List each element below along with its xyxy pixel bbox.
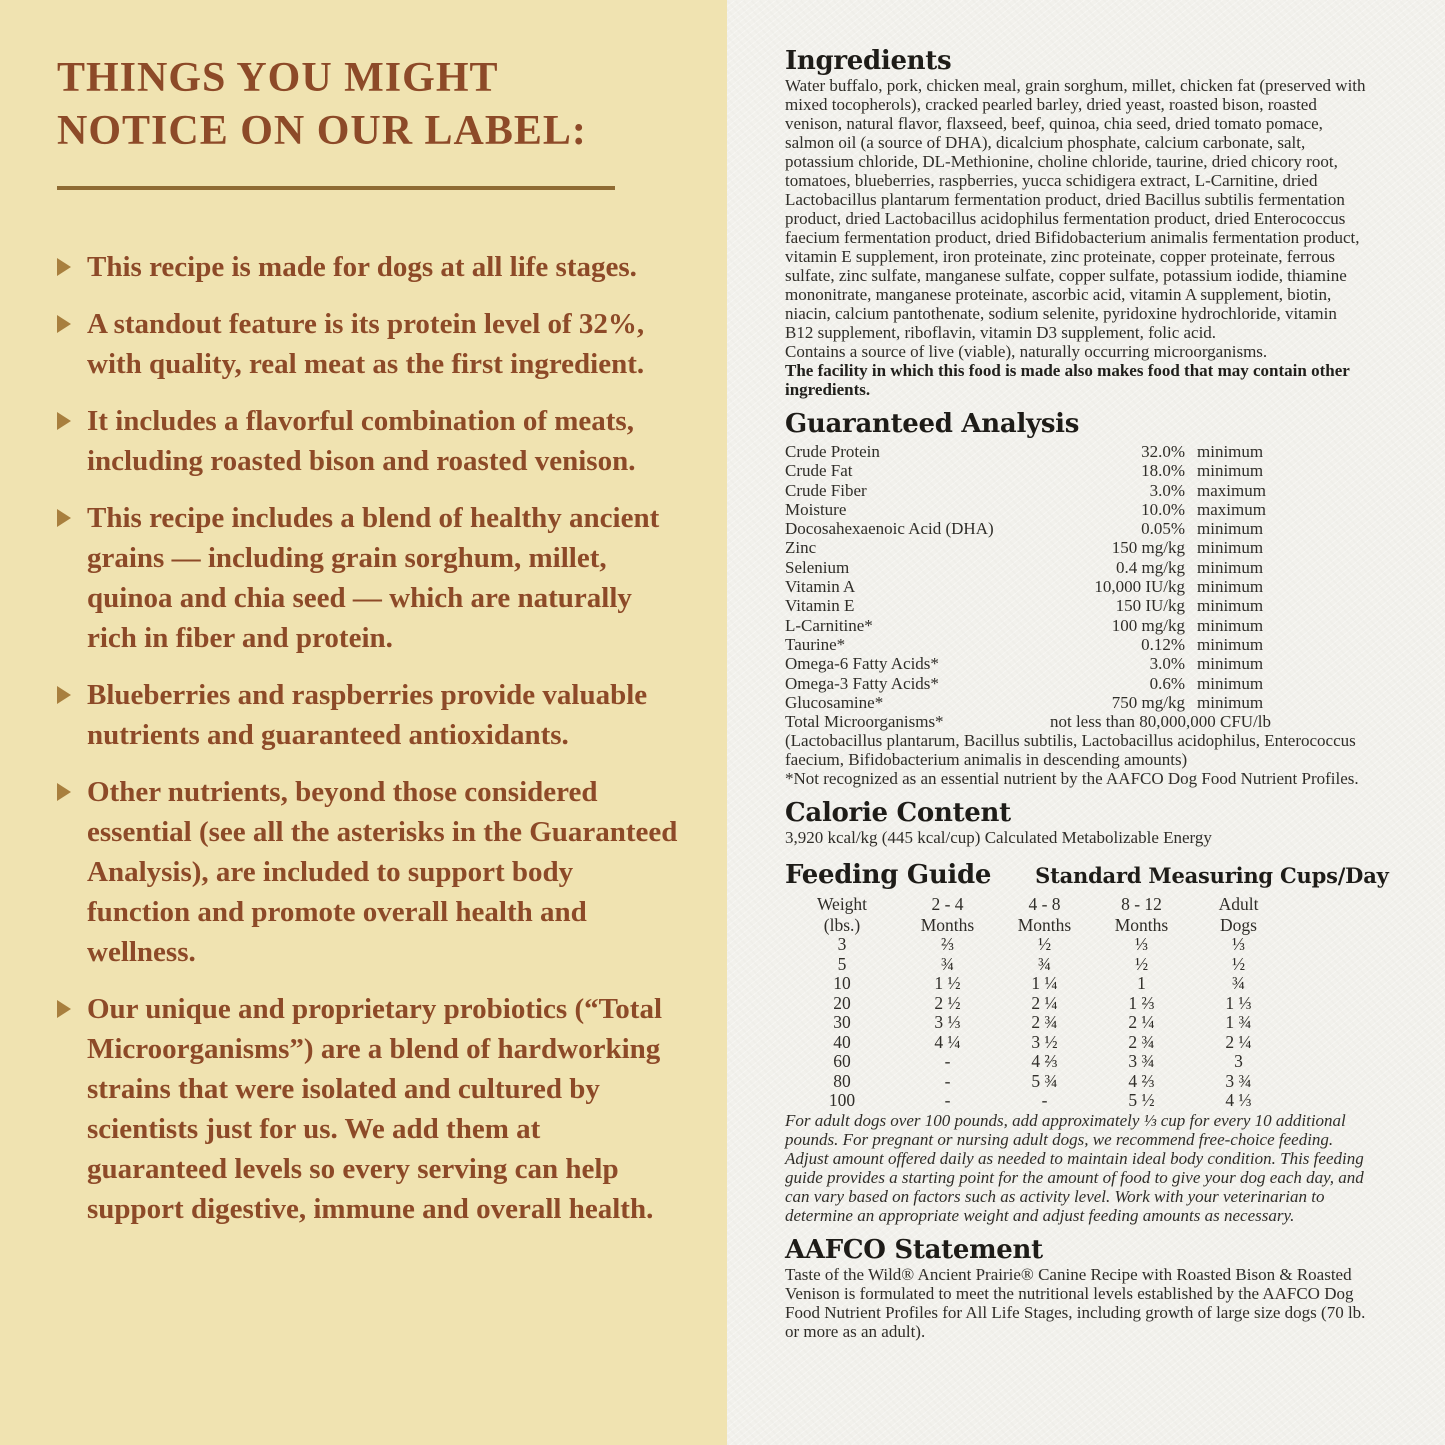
table-row	[785, 935, 1287, 955]
bullet-triangle-icon	[57, 686, 71, 704]
nutrient-label: Zinc	[785, 538, 817, 558]
cell: 2 ¾	[1128, 1031, 1155, 1052]
ingredients-heading: Ingredients	[785, 46, 952, 76]
calorie-content-section	[785, 798, 1395, 847]
list-item	[57, 675, 682, 755]
bullet-triangle-icon	[57, 315, 71, 333]
nutrient-qualifier: minimum	[1197, 538, 1264, 558]
cell: ½	[1231, 953, 1246, 974]
nutrient-value: 0.05%	[1141, 519, 1185, 539]
nutrient-label: Crude Fat	[785, 461, 853, 481]
cell: 1 ⅔	[1128, 992, 1155, 1013]
cell: 4 ¼	[934, 1031, 961, 1052]
ingredients-body: Water buffalo, pork, chicken meal, grain sorghum, millet, chicken fat (preserved with mixed tocopherols), cracked pearled barley, dried yeast, roasted bison, roasted venison, natural flavor, flaxseed, beef, quinoa, chia seed, dried tomato pomace, salmon oil (a source of DHA), dicalcium phosphate, calcium carbonate, salt, potassium chloride, DL-Methionine, choline chloride, taurine, dried chicory root, tomatoes, blueberries, raspberries, yucca schidigera extract, L-Carnitine, dried Lactobacillus plantarum fermentation product, dried Bacillus subtilis fermentation product, dried Lactobacillus acidophilus fermentation product, dried Enterococcus faecium fermentation product, dried Bifidobacterium animalis fermentation product, vitamin E supplement, iron proteinate, zinc proteinate, copper proteinate, ferrous sulfate, zinc sulfate, manganese sulfate, copper sulfate, potassium iodide, thiamine mononitrate, manganese proteinate, ascorbic acid, vitamin A supplement, biotin, niacin, calcium pantothenate, sodium selenite, pyridoxine hydrochloride, vitamin B12 supplement, riboflavin, vitamin D3 supplement, folic acid.	[785, 76, 1366, 342]
list-item	[57, 989, 682, 1229]
page-title-line2: NOTICE ON OUR LABEL:	[57, 108, 587, 154]
column-header-adult-dogs: Adult Dogs	[1218, 894, 1259, 935]
table-row	[785, 1072, 1287, 1092]
nutrient-qualifier: minimum	[1197, 673, 1264, 693]
table-row	[785, 481, 1271, 500]
nutrient-qualifier: minimum	[1197, 577, 1264, 597]
calorie-content-body: 3,920 kcal/kg (445 kcal/cup) Calculated Metabolizable Energy	[785, 828, 1212, 848]
column-header-weight: Weight (lbs.)	[816, 894, 868, 935]
nutrient-value: 3.0%	[1149, 480, 1185, 500]
cell: 1 ½	[934, 973, 961, 994]
cell: 2 ¼	[1031, 992, 1058, 1013]
nutrient-label: Crude Protein	[785, 442, 880, 461]
bullet-text: It includes a flavorful combination of meats, including roasted bison and roasted venison.	[87, 405, 636, 477]
calorie-content-heading: Calorie Content	[785, 798, 1011, 829]
nutrient-value: 0.12%	[1141, 634, 1185, 654]
aafco-statement-section	[785, 1235, 1395, 1341]
nutrient-qualifier: maximum	[1197, 480, 1266, 500]
bullet-triangle-icon	[57, 1000, 71, 1018]
cell: ½	[1037, 934, 1052, 955]
bullet-text: This recipe includes a blend of healthy ancient grains — including grain sorghum, millet, quinoa and chia seed — which are naturally rich in fiber and protein.	[87, 502, 660, 654]
cell: ¾	[1037, 953, 1052, 974]
nutrient-value: 32.0%	[1141, 442, 1185, 461]
cell: 2 ¼	[1128, 1012, 1155, 1033]
cell: -	[944, 1090, 951, 1111]
nutrient-qualifier: minimum	[1197, 634, 1264, 654]
ga-note-asterisk: *Not recognized as an essential nutrient by the AAFCO Dog Food Nutrient Profiles.	[785, 769, 1359, 789]
table-row	[785, 674, 1271, 693]
cell: 20	[833, 992, 851, 1013]
cell: 60	[833, 1051, 851, 1072]
nutrient-label: Crude Fiber	[785, 480, 867, 500]
table-row	[785, 994, 1287, 1014]
cell: 2 ¾	[1031, 1012, 1058, 1033]
table-row	[785, 538, 1271, 557]
cell: ¾	[940, 953, 955, 974]
list-item	[57, 498, 682, 658]
cell: -	[1041, 1090, 1048, 1111]
table-row	[785, 1052, 1287, 1072]
column-header-8-12-months: 8 - 12 Months	[1114, 894, 1169, 935]
feeding-guide-header-row	[785, 894, 1287, 935]
feeding-guide-subheading: Standard Measuring Cups/Day	[1035, 863, 1389, 889]
guaranteed-analysis-table	[785, 442, 1271, 731]
nutrient-value: 150 mg/kg	[1111, 538, 1185, 558]
guaranteed-analysis-heading: Guaranteed Analysis	[785, 409, 1080, 439]
table-row	[785, 500, 1271, 519]
nutrient-label: Omega-3 Fatty Acids*	[785, 673, 939, 693]
nutrient-qualifier: minimum	[1197, 615, 1264, 635]
cell: 5 ¾	[1031, 1070, 1058, 1091]
nutrient-value: not less than 80,000,000 CFU/lb	[1049, 712, 1271, 732]
nutrient-qualifier: minimum	[1197, 519, 1264, 539]
nutrient-qualifier: minimum	[1197, 692, 1264, 712]
cell: 5	[837, 953, 847, 974]
nutrient-label: L-Carnitine*	[785, 615, 873, 635]
feeding-guide-header	[785, 860, 1395, 890]
list-item	[57, 772, 682, 972]
cell: ½	[1134, 953, 1149, 974]
cell: -	[944, 1070, 951, 1091]
list-item	[57, 304, 682, 384]
nutrient-value: 10.0%	[1141, 499, 1185, 519]
title-divider	[57, 186, 615, 190]
guaranteed-analysis-section	[785, 409, 1395, 788]
nutrient-value: 0.6%	[1149, 673, 1185, 693]
nutrient-label: Total Microorganisms*	[785, 712, 944, 732]
bullet-text: Other nutrients, beyond those considered essential (see all the asterisks in the Guaranteed Analysis), are included to support body function and promote overall health and wellness.	[87, 776, 678, 968]
table-row	[785, 596, 1271, 615]
nutrient-label: Docosahexaenoic Acid (DHA)	[785, 519, 994, 539]
column-header-2-4-months: 2 - 4 Months	[920, 894, 975, 935]
nutrient-value: 3.0%	[1149, 654, 1185, 674]
bullet-text: This recipe is made for dogs at all life stages.	[87, 251, 637, 283]
list-item	[57, 401, 682, 481]
cell: ⅓	[1134, 934, 1149, 955]
page-title-line1: THINGS YOU MIGHT	[57, 55, 499, 101]
nutrient-qualifier: minimum	[1197, 461, 1264, 481]
cell: 3	[837, 934, 847, 955]
cell: 4 ⅓	[1225, 1090, 1252, 1111]
cell: 100	[828, 1090, 856, 1111]
table-row-total-microorganisms	[785, 712, 1271, 731]
table-row	[785, 558, 1271, 577]
notice-list	[57, 247, 682, 1229]
list-item	[57, 247, 682, 287]
table-row	[785, 519, 1271, 538]
column-header-4-8-months: 4 - 8 Months	[1017, 894, 1072, 935]
nutrient-label: Moisture	[785, 499, 847, 519]
cell: 1 ¾	[1225, 1012, 1252, 1033]
bullet-triangle-icon	[57, 509, 71, 527]
cell: 2 ¼	[1225, 1031, 1252, 1052]
nutrient-label: Glucosamine*	[785, 692, 884, 712]
table-row	[785, 577, 1271, 596]
cell: ⅔	[940, 934, 955, 955]
nutrient-label: Vitamin E	[785, 596, 855, 616]
nutrient-value: 100 mg/kg	[1111, 615, 1185, 635]
table-row	[785, 693, 1271, 712]
nutrient-label: Vitamin A	[785, 577, 856, 597]
right-panel	[727, 0, 1445, 1445]
cell: 3 ½	[1031, 1031, 1058, 1052]
cell: 1 ¼	[1031, 973, 1058, 994]
cell: 3 ¾	[1128, 1051, 1155, 1072]
cell: 5 ½	[1128, 1090, 1155, 1111]
feeding-guide-section	[785, 860, 1395, 1225]
nutrient-label: Omega-6 Fatty Acids*	[785, 654, 939, 674]
nutrient-qualifier: minimum	[1197, 596, 1264, 616]
feeding-guide-heading: Feeding Guide	[785, 860, 992, 891]
bullet-text: Our unique and proprietary probiotics (“Total Microorganisms”) are a blend of hardworking strains that were isolated and cultured by scientists just for us. We add them at guaranteed levels so every serving can help support digestive, immune and overall health.	[87, 993, 663, 1225]
cell: 40	[833, 1031, 851, 1052]
nutrient-label: Taurine*	[785, 634, 846, 654]
aafco-body: Taste of the Wild® Ancient Prairie® Canine Recipe with Roasted Bison & Roasted Venison is formulated to meet the nutritional levels established by the AAFCO Dog Food Nutrient Profiles for All Life Stages, including growth of large size dogs (70 lb. or more as an adult).	[785, 1264, 1366, 1341]
cell: 30	[833, 1012, 851, 1033]
ga-note-strains: (Lactobacillus plantarum, Bacillus subtilis, Lactobacillus acidophilus, Enterococcus faecium, Bifidobacterium animalis in descending amounts)	[785, 731, 1356, 770]
nutrient-qualifier: minimum	[1197, 654, 1264, 674]
cell: 10	[833, 973, 851, 994]
table-row	[785, 955, 1287, 975]
bullet-text: Blueberries and raspberries provide valuable nutrients and guaranteed antioxidants.	[87, 679, 648, 751]
nutrient-value: 18.0%	[1141, 461, 1185, 481]
table-row	[785, 442, 1271, 461]
nutrient-label: Selenium	[785, 557, 850, 577]
cell: 80	[833, 1070, 851, 1091]
nutrient-qualifier: minimum	[1197, 557, 1264, 577]
cell: ¾	[1231, 973, 1246, 994]
cell: 3	[1234, 1051, 1243, 1072]
nutrient-value: 10,000 IU/kg	[1094, 577, 1185, 597]
table-row	[785, 1091, 1287, 1111]
cell: 1	[1137, 973, 1146, 994]
feeding-guide-footnote: For adult dogs over 100 pounds, add approximately ⅓ cup for every 10 additional pounds. For pregnant or nursing adult dogs, we recommend free-choice feeding. Adjust amount offered daily as needed to maintain ideal body condition. This feeding guide provides a starting point for the amount of food to give your dog each day, and can vary based on factors such as activity level. Work with your veterinarian to determine an appropriate weight and adjust feeding amounts as necessary.	[785, 1110, 1364, 1225]
bullet-triangle-icon	[57, 412, 71, 430]
nutrient-value: 150 IU/kg	[1115, 596, 1185, 616]
nutrient-value: 0.4 mg/kg	[1116, 557, 1185, 577]
bullet-triangle-icon	[57, 783, 71, 801]
cell: ⅓	[1231, 934, 1246, 955]
cell: 4 ⅔	[1031, 1051, 1058, 1072]
cell: -	[944, 1051, 951, 1072]
table-row	[785, 1013, 1287, 1033]
cell: 3 ⅓	[934, 1012, 961, 1033]
table-row	[785, 1033, 1287, 1053]
aafco-heading: AAFCO Statement	[785, 1234, 1043, 1265]
ingredients-section	[785, 46, 1395, 399]
table-row	[785, 461, 1271, 480]
nutrient-value: 750 mg/kg	[1111, 692, 1185, 712]
cell: 2 ½	[934, 992, 961, 1013]
nutrient-qualifier: maximum	[1197, 499, 1266, 519]
table-row	[785, 616, 1271, 635]
bullet-text: A standout feature is its protein level of 32%, with quality, real meat as the first ingredient.	[87, 308, 645, 380]
contains-note: Contains a source of live (viable), naturally occurring microorganisms.	[785, 342, 1268, 361]
page-title	[57, 52, 657, 158]
feeding-guide-table	[785, 894, 1287, 1111]
cell: 4 ⅔	[1128, 1070, 1155, 1091]
nutrient-qualifier: minimum	[1197, 442, 1264, 461]
table-row	[785, 635, 1271, 654]
cell: 3 ¾	[1225, 1070, 1252, 1091]
cell: 1 ⅓	[1225, 992, 1252, 1013]
facility-note: The facility in which this food is made also makes food that may contain other ingredients.	[785, 361, 1350, 399]
table-row	[785, 974, 1287, 994]
table-row	[785, 654, 1271, 673]
bullet-triangle-icon	[57, 258, 71, 276]
